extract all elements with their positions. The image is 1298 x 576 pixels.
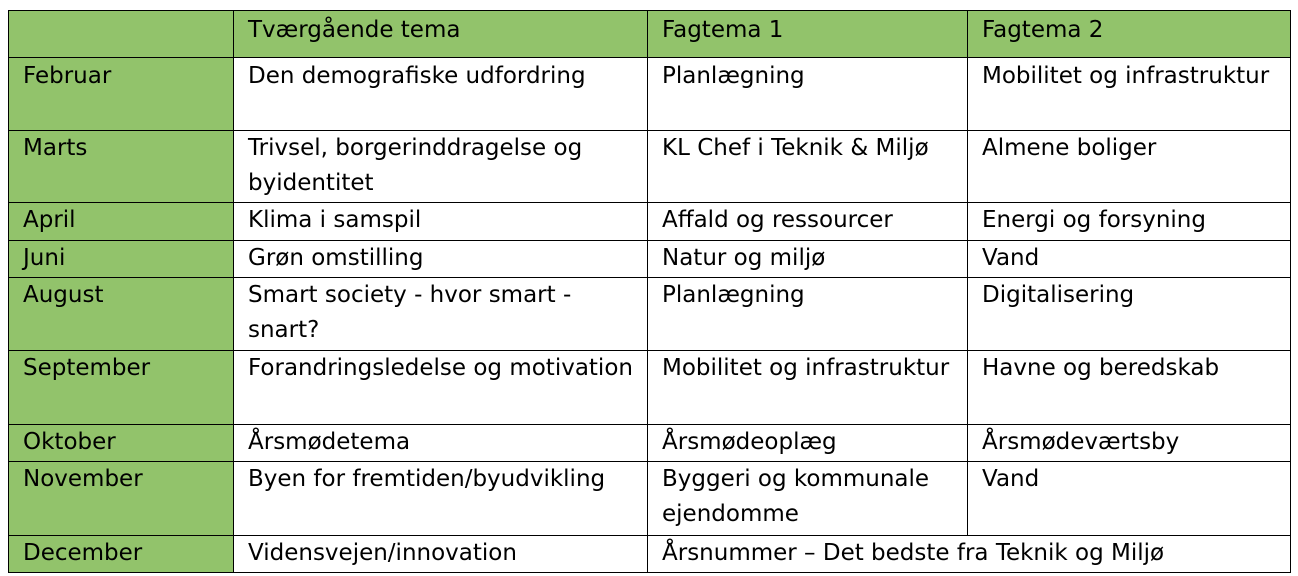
header-tvaergaende-tema: Tværgående tema	[234, 11, 648, 58]
tvaergaende-cell: Årsmødetema	[234, 425, 648, 462]
table-row	[9, 278, 1291, 351]
month-cell: December	[9, 536, 234, 573]
month-cell: Februar	[9, 58, 234, 131]
table-row	[9, 58, 1291, 131]
table-row	[9, 351, 1291, 425]
table-header-row	[9, 11, 1291, 58]
fagtema1-cell: Natur og miljø	[648, 241, 968, 278]
fagtema2-cell: Energi og forsyning	[968, 203, 1291, 241]
header-fagtema-1: Fagtema 1	[648, 11, 968, 58]
month-cell: Marts	[9, 131, 234, 203]
fagtema1-cell: Mobilitet og infrastruktur	[648, 351, 968, 425]
fagtema2-cell: Havne og beredskab	[968, 351, 1291, 425]
header-corner-cell	[9, 11, 234, 58]
table-row	[9, 131, 1291, 203]
theme-schedule-table	[8, 10, 1291, 573]
table-row	[9, 203, 1291, 241]
fagtema2-cell: Årsmødeværtsby	[968, 425, 1291, 462]
fagtema1-cell: KL Chef i Teknik & Miljø	[648, 131, 968, 203]
fagtema1-cell: Årsmødeoplæg	[648, 425, 968, 462]
tvaergaende-cell: Grøn omstilling	[234, 241, 648, 278]
table-row	[9, 536, 1291, 573]
month-cell: April	[9, 203, 234, 241]
tvaergaende-cell: Smart society - hvor smart - snart?	[234, 278, 648, 351]
tvaergaende-cell: Trivsel, borgerinddragelse og byidentitet	[234, 131, 648, 203]
fagtema2-cell: Digitalisering	[968, 278, 1291, 351]
month-cell: November	[9, 462, 234, 536]
month-cell: August	[9, 278, 234, 351]
month-cell: Juni	[9, 241, 234, 278]
fagtema1-cell: Affald og ressourcer	[648, 203, 968, 241]
tvaergaende-cell: Den demografiske udfordring	[234, 58, 648, 131]
fagtema2-cell: Vand	[968, 241, 1291, 278]
fagtema2-cell: Mobilitet og infrastruktur	[968, 58, 1291, 131]
tvaergaende-cell: Byen for fremtiden/byudvikling	[234, 462, 648, 536]
fagtema2-cell: Almene boliger	[968, 131, 1291, 203]
month-cell: September	[9, 351, 234, 425]
fagtema1-cell: Planlægning	[648, 278, 968, 351]
fagtema2-cell: Vand	[968, 462, 1291, 536]
fagtema1-cell: Planlægning	[648, 58, 968, 131]
tvaergaende-cell: Vidensvejen/innovation	[234, 536, 648, 573]
tvaergaende-cell: Klima i samspil	[234, 203, 648, 241]
table-row	[9, 462, 1291, 536]
month-cell: Oktober	[9, 425, 234, 462]
header-fagtema-2: Fagtema 2	[968, 11, 1291, 58]
merged-fagtema-cell: Årsnummer – Det bedste fra Teknik og Miljø	[648, 536, 1291, 573]
fagtema1-cell: Byggeri og kommunale ejendomme	[648, 462, 968, 536]
table-row	[9, 241, 1291, 278]
table-row	[9, 425, 1291, 462]
tvaergaende-cell: Forandringsledelse og motivation	[234, 351, 648, 425]
